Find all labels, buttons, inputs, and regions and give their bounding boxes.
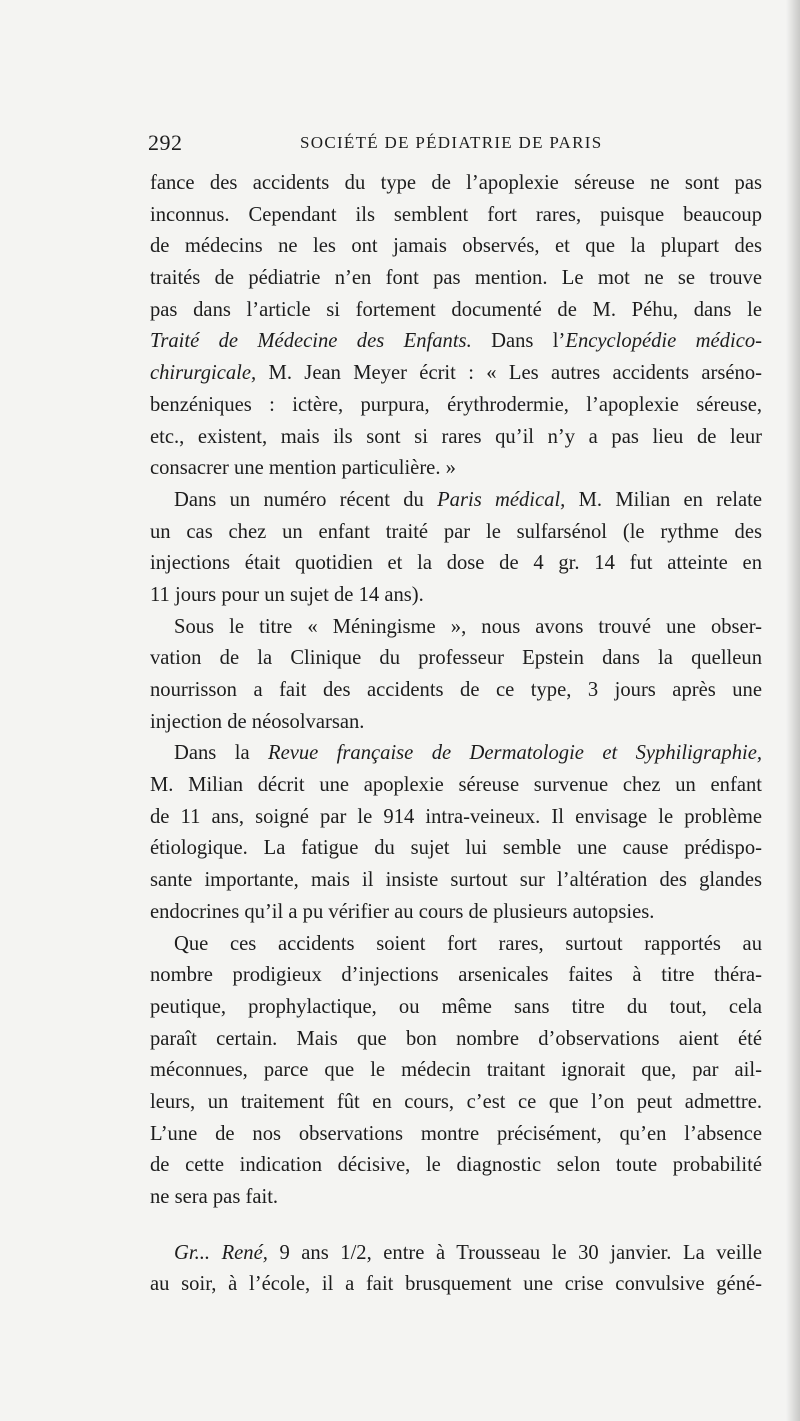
text-line — [150, 517, 762, 549]
text-run: Que ces accidents soient fort rares, surtout rapportés au — [174, 932, 762, 955]
text-line — [150, 548, 762, 580]
text-line — [150, 168, 762, 200]
text-run: L’une de nos observations montre précisément, qu’en l’absence — [150, 1122, 762, 1145]
text-run: étiologique. La fatigue du sujet lui semble une cause prédispo- — [150, 837, 762, 860]
text-run: au soir, à l’école, il a fait brusquement une crise convulsive géné- — [150, 1273, 762, 1296]
page-header — [148, 130, 770, 160]
text-line — [150, 802, 762, 834]
text-line — [150, 390, 762, 422]
text-run: méconnues, parce que le médecin traitant ignorait que, par ail- — [150, 1059, 762, 1082]
text-run: Dans l’ — [471, 330, 566, 353]
text-line — [150, 580, 762, 612]
text-line — [150, 738, 762, 770]
text-run: de médecins ne les ont jamais observés, et que la plupart des — [150, 235, 762, 258]
text-line — [150, 231, 762, 263]
italic-text-run: Traité de Médecine des Enfants. — [150, 330, 472, 353]
text-run: nombre prodigieux d’injections arsenicales faites à titre théra- — [150, 964, 762, 987]
text-run: de cette indication décisive, le diagnostic selon toute probabilité — [150, 1154, 762, 1177]
italic-text-run: chirurgicale, — [150, 362, 257, 385]
running-title: SOCIÉTÉ DE PÉDIATRIE DE PARIS — [300, 133, 603, 152]
italic-text-run: Encyclopédie médico- — [565, 330, 762, 353]
text-run: M. Milian décrit une apoplexie séreuse survenue chez un enfant — [150, 774, 762, 797]
text-line — [150, 1055, 762, 1087]
text-run: un cas chez un enfant traité par le sulfarsénol (le rythme des — [150, 520, 762, 543]
text-run: 11 jours pour un sujet de 14 ans). — [150, 583, 424, 606]
text-line — [150, 833, 762, 865]
text-run: ne sera pas fait. — [150, 1186, 279, 1208]
text-line — [150, 770, 762, 802]
text-line — [150, 1024, 762, 1056]
text-run: injections était quotidien et la dose de 4 gr. 14 fut atteinte en — [150, 552, 762, 575]
text-line — [150, 675, 762, 707]
text-run: inconnus. Cependant ils semblent fort rares, puisque beaucoup — [150, 203, 762, 226]
text-run: 9 ans 1/2, entre à Trousseau le 30 janvier. La veille — [267, 1241, 762, 1264]
text-run: pas dans l’article si fortement documenté de M. Péhu, dans le — [150, 298, 762, 321]
text-run: Dans la — [174, 742, 268, 765]
text-line — [150, 1150, 762, 1182]
text-line — [150, 612, 762, 644]
text-run: Sous le titre « Méningisme », nous avons trouvé une obser- — [174, 615, 762, 638]
text-line — [150, 960, 762, 992]
text-line — [150, 263, 762, 295]
text-line — [150, 1087, 762, 1119]
text-line — [150, 200, 762, 232]
text-run: consacrer une mention particulière. » — [150, 457, 456, 480]
italic-text-run: Gr... René, — [174, 1241, 268, 1264]
text-run: peutique, prophylactique, ou même sans titre du tout, cela — [150, 995, 762, 1018]
text-run: paraît certain. Mais que bon nombre d’observations aient été — [150, 1027, 762, 1050]
text-run: traités de pédiatrie n’en font pas mention. Le mot ne se trouve — [150, 267, 762, 290]
text-run: nourrisson a fait des accidents de ce type, 3 jours après une — [150, 679, 762, 701]
text-run: etc., existent, mais ils sont si rares qu’il n’y a pas lieu de leur — [150, 425, 762, 448]
page-number: 292 — [148, 130, 183, 155]
text-line — [150, 1182, 762, 1214]
text-run: M. Milian en relate — [565, 488, 762, 511]
paragraph-spacer — [150, 1214, 762, 1238]
text-run: M. Jean Meyer écrit : « Les autres accidents arséno- — [256, 362, 762, 385]
text-line — [150, 1119, 762, 1151]
text-run: leurs, un traitement fût en cours, c’est ce que l’on peut admettre. — [150, 1090, 762, 1113]
text-run: benzéniques : ictère, purpura, érythrodermie, l’apoplexie séreuse, — [150, 393, 762, 416]
text-line — [150, 1269, 762, 1301]
text-line — [150, 485, 762, 517]
text-run: fance des accidents du type de l’apoplexie séreuse ne sont pas — [150, 172, 762, 194]
text-line — [150, 992, 762, 1024]
text-line — [150, 295, 762, 327]
body-text — [150, 168, 762, 1301]
text-line — [150, 1238, 762, 1270]
text-line — [150, 897, 762, 929]
text-line — [150, 865, 762, 897]
text-line — [150, 358, 762, 390]
italic-text-run: Revue française de Dermatologie et Syphiligraphie, — [267, 742, 762, 765]
text-line — [150, 422, 762, 454]
text-run: endocrines qu’il a pu vérifier au cours de plusieurs autopsies. — [150, 900, 655, 923]
text-run: sante importante, mais il insiste surtout sur l’altération des glandes — [150, 869, 762, 892]
page-gutter-shadow — [786, 0, 800, 1421]
text-line — [150, 929, 762, 961]
text-run: de 11 ans, soigné par le 914 intra-veineux. Il envisage le problème — [150, 805, 762, 828]
text-line — [150, 643, 762, 675]
italic-text-run: Paris médical, — [437, 488, 566, 511]
text-run: Dans un numéro récent du — [174, 488, 438, 511]
text-run: vation de la Clinique du professeur Epstein dans la quelleun — [150, 647, 762, 670]
text-line — [150, 453, 762, 485]
text-run: injection de néosolvarsan. — [150, 710, 365, 733]
text-line — [150, 707, 762, 739]
text-line — [150, 326, 762, 358]
